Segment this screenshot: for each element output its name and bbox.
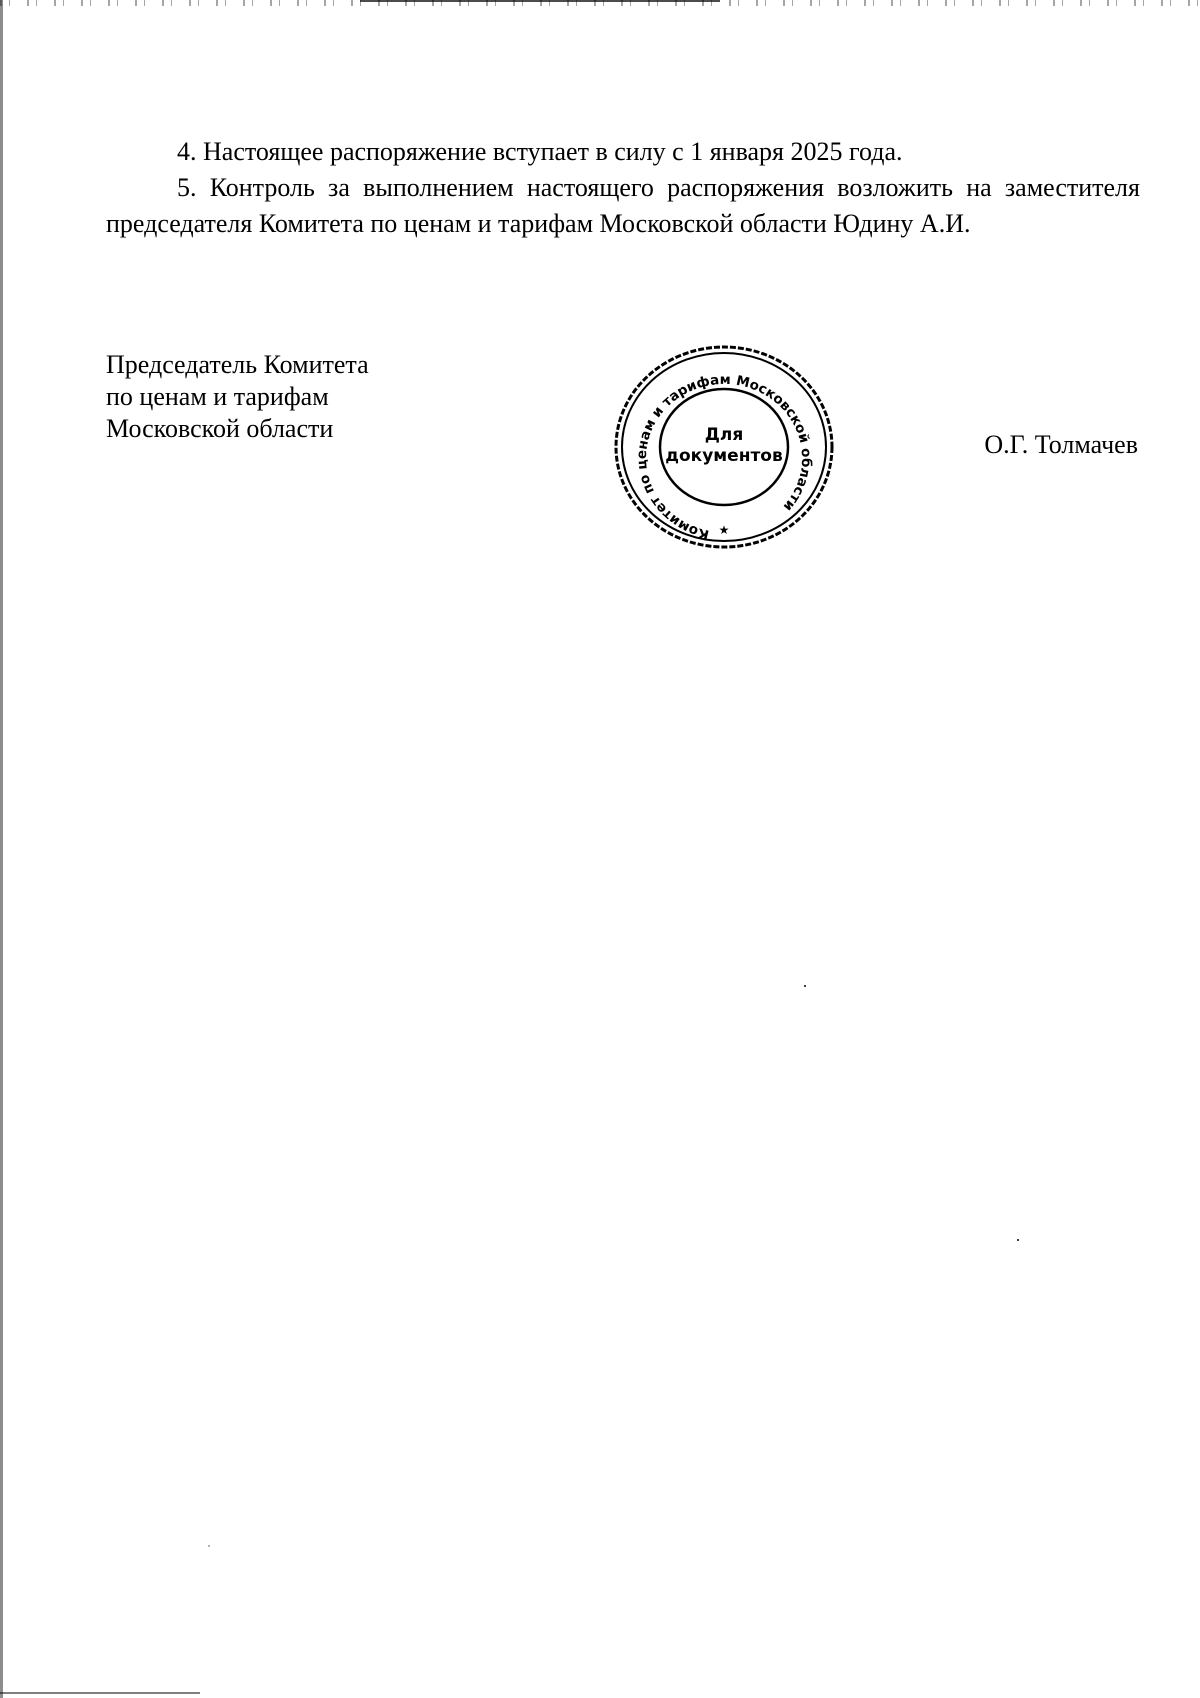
paragraph-5: 5. Контроль за выполнением настоящего распоряжения возложить на заместителя председателя Комитета по ценам и тарифам Московской области Юдину А.И. xyxy=(106,173,1140,238)
paragraph-4: 4. Настоящее распоряжение вступает в силу с 1 января 2025 года. xyxy=(177,137,903,166)
seal-star-icon: ★ xyxy=(718,523,730,537)
seal-ring-text: Комитет по ценам и тарифам Московской области xyxy=(633,371,815,543)
scan-speck xyxy=(208,1545,210,1547)
position-line-3: Московской области xyxy=(106,414,334,443)
signatory-position xyxy=(106,349,369,445)
scan-artifact-top-line xyxy=(360,0,720,2)
scan-speck xyxy=(804,985,806,987)
signatory-name: О.Г. Толмачев xyxy=(984,430,1138,459)
position-line-1: Председатель Комитета xyxy=(106,350,369,379)
position-line-2: по ценам и тарифам xyxy=(106,382,329,411)
scan-artifact-bottom-line xyxy=(0,1692,200,1694)
scan-artifact-left-edge xyxy=(0,0,3,1698)
seal-center-line-2: документов xyxy=(665,446,783,466)
official-seal xyxy=(610,344,838,550)
scan-speck xyxy=(1017,1239,1019,1241)
document-body xyxy=(106,134,1140,242)
seal-center-line-1: Для xyxy=(704,425,744,445)
